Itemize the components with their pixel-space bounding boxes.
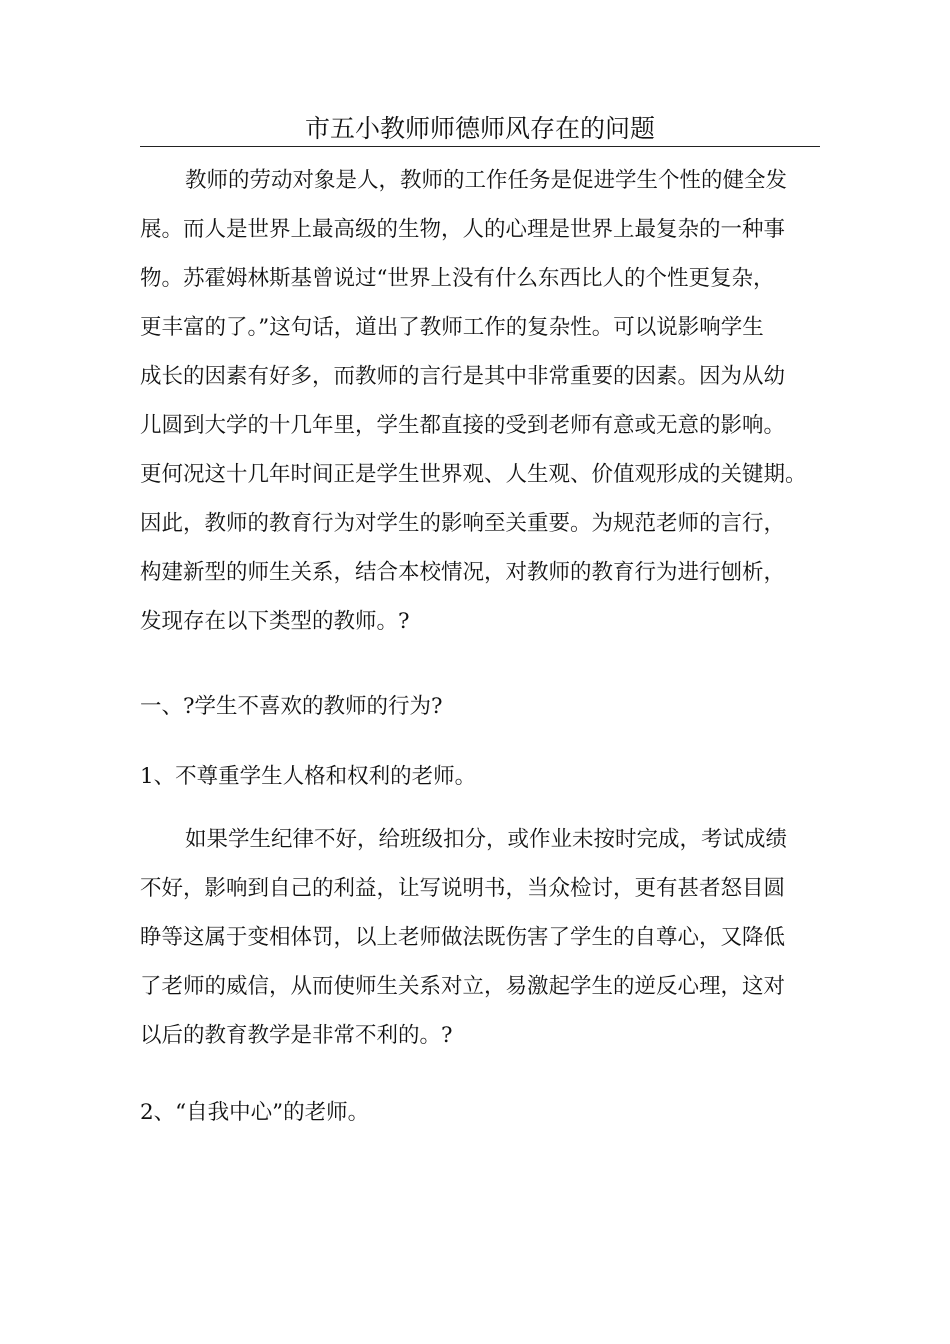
intro-line: 发现存在以下类型的教师。?: [140, 609, 410, 634]
document-title: 市五小教师师德师风存在的问题: [140, 112, 820, 147]
item-two-heading: [140, 1088, 830, 1137]
section-one-heading: [140, 682, 830, 731]
intro-line: 因此，教师的教育行为对学生的影响至关重要。为规范老师的言行，: [140, 511, 786, 536]
intro-line: 成长的因素有好多，而教师的言行是其中非常重要的因素。因为从幼: [140, 364, 786, 389]
item-one-line: 如果学生纪律不好，给班级扣分，或作业未按时完成，考试成绩: [185, 827, 788, 852]
item-one-line: 了老师的威信，从而使师生关系对立，易激起学生的逆反心理，这对: [140, 974, 786, 999]
intro-paragraph: [140, 156, 830, 646]
intro-line: 展。而人是世界上最高级的生物，人的心理是世界上最复杂的一种事: [140, 217, 786, 242]
intro-line: 儿圆到大学的十几年里，学生都直接的受到老师有意或无意的影响。: [140, 413, 786, 438]
item-heading-text: 1、不尊重学生人格和权利的老师。: [140, 764, 477, 789]
item-one-line: 以后的教育教学是非常不利的。?: [140, 1023, 453, 1048]
item-one-line: 不好，影响到自己的利益，让写说明书，当众检讨，更有甚者怒目圆: [140, 876, 786, 901]
intro-line: 更丰富的了。”这句话，道出了教师工作的复杂性。可以说影响学生: [140, 315, 764, 340]
intro-line: 构建新型的师生关系，结合本校情况，对教师的教育行为进行刨析，: [140, 560, 786, 585]
intro-line: 更何况这十几年时间正是学生世界观、人生观、价值观形成的关键期。: [140, 462, 807, 487]
item-one-heading: [140, 752, 830, 801]
item-one-paragraph: [140, 815, 830, 1060]
item-one-line: 睁等这属于变相体罚，以上老师做法既伤害了学生的自尊心，又降低: [140, 925, 786, 950]
intro-line: 教师的劳动对象是人，教师的工作任务是促进学生个性的健全发: [185, 168, 788, 193]
item-heading-text: 2、“自我中心”的老师。: [140, 1100, 370, 1125]
intro-line: 物。苏霍姆林斯基曾说过“世界上没有什么东西比人的个性更复杂，: [140, 266, 775, 291]
section-heading-text: 一、?学生不喜欢的教师的行为?: [140, 694, 443, 719]
